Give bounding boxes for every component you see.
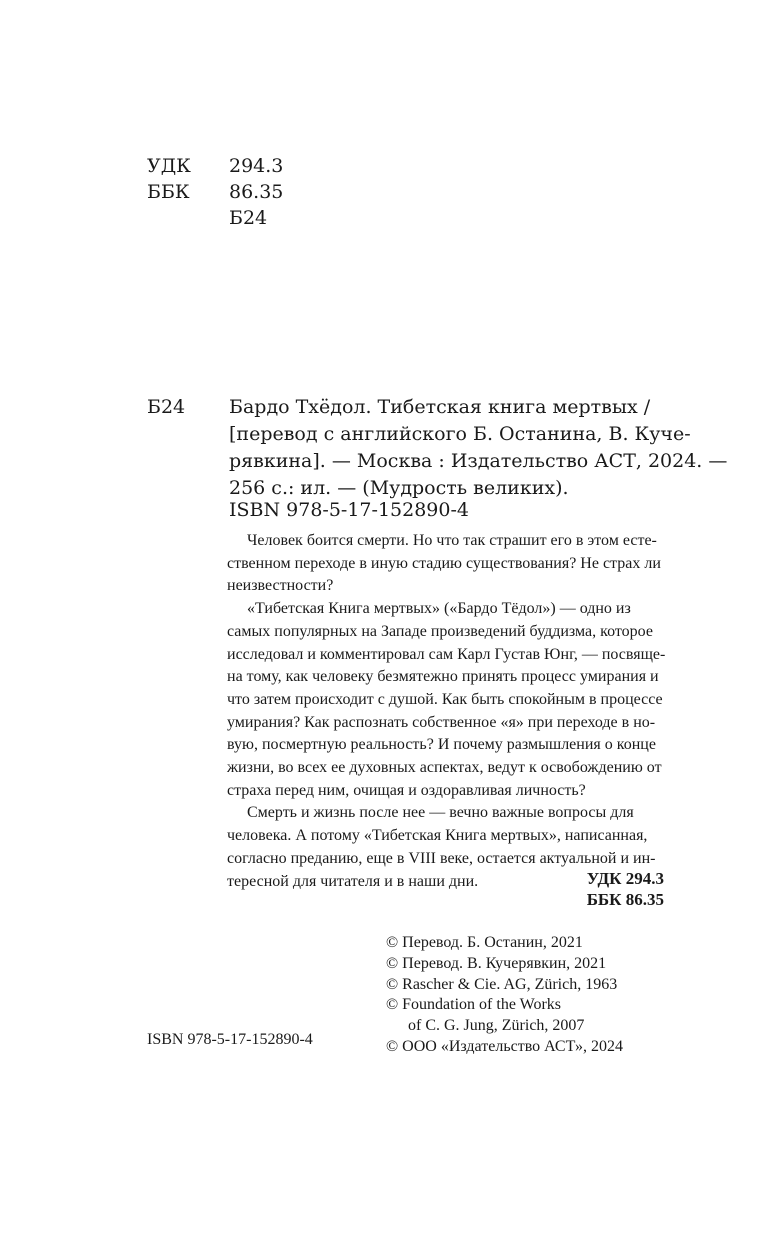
annotation-line: самых популярных на Западе произведений буддизма, которое — [227, 622, 653, 640]
catalog-line: 256 с.: ил. — (Мудрость великих). — [229, 477, 569, 499]
bold-bbk: ББК 86.35 — [586, 890, 664, 909]
annotation-line: вую, посмертную реальность? И почему размышления о конце — [227, 736, 656, 754]
annotation-line: Смерть и жизнь после нее — вечно важные вопросы для — [247, 804, 634, 822]
copyright-line: © Rascher & Cie. AG, Zürich, 1963 — [386, 975, 618, 993]
annotation-line: «Тибетская Книга мертвых» («Бардо Тёдол») — одно из — [247, 600, 631, 618]
annotation-line: неизвестности? — [227, 577, 334, 595]
annotation-line: человека. А потому «Тибетская Книга мертвых», написанная, — [227, 827, 648, 845]
annotation-line: на тому, как человеку безмятежно принять процесс умирания и — [227, 668, 659, 686]
author-mark-row — [147, 205, 267, 231]
copyright-line: of C. G. Jung, Zürich, 2007 — [408, 1017, 585, 1035]
catalog-isbn: ISBN 978-5-17-152890-4 — [229, 499, 469, 521]
annotation — [227, 530, 665, 893]
copyright-block — [386, 933, 623, 1058]
isbn-bottom: ISBN 978-5-17-152890-4 — [147, 1031, 313, 1048]
bbk-row — [147, 179, 283, 205]
catalog-line: Бардо Тхёдол. Тибетская книга мертвых / — [229, 396, 651, 418]
copyright-line: © Foundation of the Works — [386, 996, 562, 1014]
annotation-line: что затем происходит с душой. Как быть спокойным в процессе — [227, 690, 663, 708]
bbk-label: ББК — [147, 181, 190, 203]
annotation-line: умирания? Как распознать собственное «я» при переходе в но- — [227, 713, 656, 731]
copyright-line: © Перевод. В. Кучерявкин, 2021 — [386, 954, 607, 972]
annotation-line: исследовал и комментировал сам Карл Густав Юнг, — посвяще- — [227, 645, 666, 663]
annotation-line: ственном переходе в иную стадию существования? Не страх ли — [227, 554, 661, 572]
udk-label: УДК — [147, 155, 191, 177]
catalog-code: Б24 — [147, 396, 186, 418]
annotation-line: страха перед ним, очищая и оздоравливая личность? — [227, 781, 586, 799]
udk-row — [147, 153, 283, 179]
annotation-line: согласно преданию, еще в VIII веке, остается актуальной и ин- — [227, 849, 656, 867]
catalog-description — [229, 394, 728, 502]
copyright-line: © Перевод. Б. Останин, 2021 — [386, 934, 583, 951]
author-mark: Б24 — [229, 207, 268, 229]
bbk-value: 86.35 — [229, 181, 284, 203]
catalog-line: [перевод с английского Б. Останина, В. Куче- — [229, 423, 691, 445]
annotation-line: Человек боится смерти. Но что так страшит его в этом есте- — [247, 532, 657, 549]
copyright-line: © ООО «Издательство АСТ», 2024 — [386, 1037, 623, 1055]
bold-udk: УДК 294.3 — [586, 869, 664, 888]
catalog-line: рявкина]. — Москва : Издательство АСТ, 2024. — — [229, 450, 728, 472]
annotation-line: тересной для читателя и в наши дни. — [227, 872, 479, 890]
udk-value: 294.3 — [229, 155, 284, 177]
annotation-line: жизни, во всех ее духовных аспектах, ведут к освобождению от — [227, 759, 662, 777]
